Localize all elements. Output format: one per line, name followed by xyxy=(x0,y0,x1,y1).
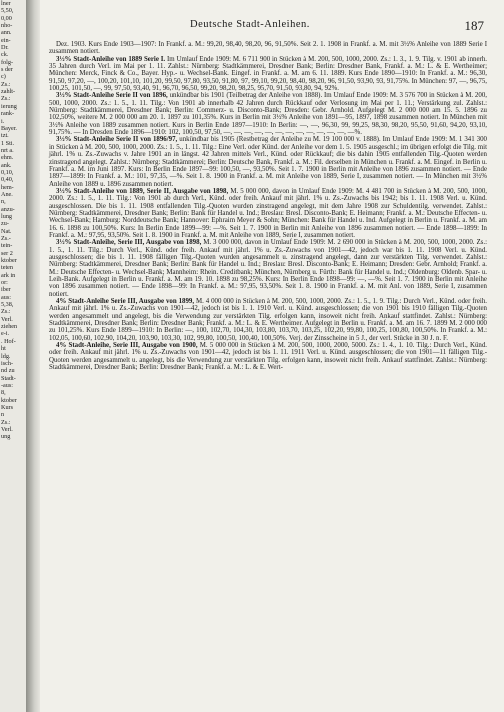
bond-entry-text: M. 5 000 000 in Stücken à M. 200, 500, 1000, 2000, 5000. Zs.: 1. 4., 1. 10. Tilg.: Durch Verl., Künd. oder freih. Ankauf mit jährl. 1% u. Zs.-Zuwachs von 1901—42, jedoch ist bis 1. 11. 1911 Verl. u. Künd. ausgeschlossen; die von 1901—11 fälligen Tilg.-Quoten werden angesammelt u. angelegt, bis die Verwendung zur verstärkten Tilg. erfolgen kann, insoweit nicht freih. Ankauf stattfindet. Zahlst.: Nürnberg: Stadtkämmerei, Dresdner Bank; Berlin: Dresdner Bank; Frankf. a. M.: L. & E. Wert- xyxy=(49,342,488,372)
left-page-fragment: 0,40, xyxy=(1,176,14,184)
left-page-fragment: ehm. xyxy=(1,154,14,162)
bond-entry-heading: 3½% Stadt-Anleihe Serie II von 1896, xyxy=(56,92,168,100)
left-page-fragment: zu- xyxy=(1,220,9,228)
left-page-fragment: i. xyxy=(1,117,5,125)
left-page-fragment: n, xyxy=(1,198,6,206)
bond-entry-text: unkündbar bis 1905 (Restbetrag der Anleihe zu M. 19 100 000 v. 1888). Im Umlauf Ende 1909: M. 1 341 300 in Stücken à M. 200, 500, 1000, 2000. Zs.: 1. 5., 1. 11. Tilg.: Eine Verl. oder Künd. der Anleihe vor dem 1. 5. 1905 ausgeschl.; im übrigen erfolgt die Tilg. mit jährl. 1% u. Zs.-Zuwachs v. Jahre 1901 an in längst. 42 Jahren mittels Verl., Künd. oder Rückkauf; die bis dahin 1905 entfallenden Tilg.-Quoten werden zinstragend angelegt. Zahlst.: Nürnberg: Stadtkämmerei; Berlin: Deutsche Bank, Frankf. a. M.: Fil. derselben in München u. Frankf. a. M. Eingef. in Berlin u. Frankf. a. M. im Juni 1897. Kurs: In Berlin Ende 1897—99: 100,50, —, 93,50%. Seit 1. 7. 1900 in Berlin mit Anleihe von 1896 zusammen notiert. — Ende 1897—1899: In Frankf. a. M.: 101, 97,35, —%. Seit 1. 8. 1900 in Frankf. a. M. mit Anleihe von 1889, Serie I, zusammen notiert. — In München mit 3½% Anleihe von 1889 u. 1896 zusammen notiert. xyxy=(49,136,487,188)
adjacent-page-strip xyxy=(0,0,27,712)
left-page-fragment: ziehen xyxy=(1,323,18,331)
left-page-fragment: ck. xyxy=(1,51,9,59)
left-page-fragment: ank. xyxy=(1,161,12,169)
left-page-fragment: ktober xyxy=(1,396,17,404)
bond-entry-e1898-3 xyxy=(49,239,487,298)
page-body xyxy=(49,41,487,371)
left-page-fragment: . Hof- xyxy=(1,337,16,345)
left-page-fragment: ann. xyxy=(1,29,12,37)
bond-entry-heading: 4% Stadt-Anleihe Serie III, Ausgabe von 1899, xyxy=(56,298,195,306)
bond-entry-e1899-4 xyxy=(49,298,487,342)
left-page-fragment: Kurs xyxy=(1,403,14,411)
left-page-fragment: isch- xyxy=(1,359,14,367)
left-page-fragment: nrt a. xyxy=(1,146,14,154)
left-page-fragment: Zs.- xyxy=(1,235,11,242)
left-page-fragment: aus: xyxy=(1,293,11,301)
left-page-fragment: ein- xyxy=(1,36,11,44)
left-page-fragment: iber xyxy=(1,286,11,294)
left-page-fragment: 8, xyxy=(1,389,6,397)
bond-entry-e1896-97 xyxy=(49,136,487,187)
left-page-fragment: e-i. xyxy=(1,330,10,338)
left-page-fragment: -aus: xyxy=(1,381,14,389)
bond-entry-heading: 3½% Stadt-Anleihe, Serie III, Ausgabe von 1898, xyxy=(56,239,202,247)
left-page-fragment: anzu- xyxy=(1,205,15,213)
left-page-fragment: 0,10, xyxy=(1,168,14,176)
left-page-fragment: tzt. xyxy=(1,132,9,140)
running-title: Deutsche Stadt-Anleihen. xyxy=(190,19,310,30)
left-page-fragment: ser 2 xyxy=(1,249,13,257)
left-page-fragment: nd zu xyxy=(1,367,15,375)
left-page-fragment: Zs.: xyxy=(1,80,11,88)
left-page-fragment: lung xyxy=(1,212,13,220)
left-page-fragment: 5,38, xyxy=(1,301,14,309)
left-page-fragment: ldg. xyxy=(1,352,11,360)
left-page-fragment: nho- xyxy=(1,22,13,30)
left-page-fragment: Zs.: xyxy=(1,308,11,316)
left-page-fragment: hem- xyxy=(1,183,14,191)
left-page-fragment: Dr. xyxy=(1,44,9,52)
bond-entry-text: Im Umlauf Ende 1909: M. 6 711 900 in Stücken à M. 200, 500, 1000, 2000. Zs.: 1. 3., 1. 9. Tilg. v. 1901 ab innerh. 35 Jahren durch Verl. im Mai per 1. 11. Zahlst.: Nürnberg: Stadtkämmerei, Dresdner Bank; Berlin: Dresdner Bank, Frankf. a. M.: L. & E. Wertheimer; München: Merck, Finck & Co., Bayer. Hyp.- u. Wechsel-Bank. Eingef. in Frankf. a. M. am 6. 11. 1889. Kurs Ende 1890—1910: In Frankf. a. M.: 96,30, 91,50, 97,20, —, 100,20, 101,10, 101,20, 99,50, 97,80, 93,50, 91,80, 97, 99,10, 99,20, 98,40, 98,20, 96, 91,50, 93,90, 93, 91,75%. In München: 97, —, 96,75, 100,25, 101,50, —, 99, 97,50, 93,40, 91, 96,70, 96,50, 99,20, 98,20, 98,25, 95,70, 91,50, 93,80, 94, 92%. xyxy=(49,55,488,93)
left-page-fragment: folg- xyxy=(1,58,14,66)
bond-entry-text: M. 4 000 000 in Stücken à M. 200, 500, 1000, 2000. Zs.: 1. 5., 1. 9. Tilg.: Durch Verl., Künd. oder freih. Ankauf mit jährl. 1% u. Zs.-Zuwachs von 1901—42, jedoch ist bis 1. 1. 1910 Verl. u. Künd. ausgeschlossen; die von 1901 bis 1910 fälligen Tilg.-Quoten werden angesammelt und angelegt, bis die Verwendung zur verstärkten Tilg. erfolgen kann, insoweit nicht freih. Ankauf stattfindet. Zahlst.: Nürnberg: Stadtkämmerei, Dresdner Bank; Berlin: Dresdner Bank; Frankf. a. M.: L. & E. Wertheimer. Aufgelegt in Berlin u. Frankf. a. M. am 16. 7. 1899 M. 2 000 000 zu 101,25%. Kurs Ende 1899—1910: In Berlin: —, 100, 102,70, 104,30, 103,80, 103,70, 103,25, 102,20, 99,80, 100,25, 100,80, 100,50%. In Frankf. a. M.: 102,05, 100,60, 102,90, 104,20, 103,90, 103,30, 102, 99,80, 100,50, 100,40, 100,50%. Verj. der Zinsscheine in 5 J., der verl. Stücke in 30 J. n. F. xyxy=(49,298,487,342)
left-page-fragment: ark in xyxy=(1,271,16,279)
bond-entry-text: M. 3 000 000, davon in Umlauf Ende 1909: M. 2 690 000 in Stücken à M. 200, 500, 1000, 2000. Zs.: 1. 5., 1. 11. Tilg.: Durch Verl., Künd. oder freih. Ankauf mit jährl. 1% u. Zs.-Zuwachs von 1901—42, jedoch war bis 1. 11. 1908 Verl. u. Künd. ausgeschlossen; die bis 1. 11. 1908 fälligen Tilg.-Quoten wurden angesammelt u. zinstragend angelegt, dann zur verstärkten Tilg. verwendet. Zahlst.: Nürnberg: Stadtkämmerei, Dresdner Bank; Berlin: Bank für Handel u. Ind.; Breslau: Bresl. Disconto-Bank; E. Heimann; Dresden: Gebr. Arnhold; Frankf. a. M.: Deutsche Effecten- u. Wechsel-Bank; Mannheim: Rhein. Creditbank; München, Nürnberg u. Fürth: Bank für Handel u. Ind.; Oldenburg: Oldenb. Spar- u. Leih-Bank. Aufgelegt in Berlin u. Frankf. a. M. am 19. 10. 1898 zu 98,25%. Kurs: In Berlin Ende 1898—99: —, —%. Seit 1. 7. 1900 in Berlin mit Anleihe von 1896 zusammen notiert. — Ende 1898—99: In Frankf. a. M.: 97,95, 93,50%. Seit 1. 8. 1900 in Frankf. a. M. mit Anl. von 1889, Serie I, zusammen notiert. xyxy=(49,239,487,298)
left-page-fragment: lner xyxy=(1,0,11,7)
left-page-fragment: 0,00 xyxy=(1,14,12,22)
bond-entry-heading: 4% Stadt-Anleihe, Serie III, Ausgabe von 1900, xyxy=(56,342,198,350)
left-page-fragment: Zs.: xyxy=(1,418,11,426)
bond-entry-e1900-4 xyxy=(49,342,487,371)
bond-entry-heading: 3½% Stadt-Anleihe Serie II von 1896/97, xyxy=(56,136,178,144)
page-header xyxy=(40,19,494,33)
left-page-fragment: ktober xyxy=(1,257,17,265)
left-page-fragment: ung xyxy=(1,433,11,441)
left-page-fragment: ierung xyxy=(1,102,17,110)
left-page-fragment: Stadt- xyxy=(1,374,16,382)
bond-entry-text: unkündbar bis 1901 (Teilbetrag der Anleihe von 1888). Im Umlauf Ende 1909: M. 3 576 700 in Stücken à M. 200, 500, 1000, 2000. Zs.: 1. 5., 1. 11. Tilg.: Von 1901 ab innerhalb 42 Jahren durch Rückkauf oder Verlosung im Mai per 1. 11.; Verstärkung zul. Zahlst.: Nürnberg: Stadtkämmerei, Dresdner Bank; Berlin: Commerz- u. Disconto-Bank; Dresden: Gebr. Arnhold. Aufgelegt M. 2 000 000 am 15. 5. 1896 zu 102,50%, weitere M. 2 000 000 am 20. 1. 1897 zu 101,35%. Kurs in Berlin mit 3½% Anleihe von 1891—95, 1897, 1898 zusammen notiert. In München mit 3½% Anleihe von 1889 zusammen notiert. Kurs in Berlin Ende 1897—1910: In Berlin: —, —, 96,30, 99, 99,25, 98,30, 98,20, 95,50, 91,60, 94,20, 93,10, 91,75%. — In Dresden Ende 1896—1910: 102, 100,50, 97,50, —, —, —, —, —, —, —, —, —, —, —, —, —%. xyxy=(49,92,487,137)
bond-entry-heading: 3½% Stadt-Anleihe von 1889 Serie I. xyxy=(56,55,166,63)
left-page-fragment: or: xyxy=(1,279,8,287)
left-page-fragment: Zs.: xyxy=(1,95,11,103)
left-page-fragment: n xyxy=(1,411,5,419)
book-page xyxy=(40,0,504,712)
left-page-fragment: rank- xyxy=(1,110,15,118)
bond-entry-text: Dez. 1903. Kurs Ende 1903—1907: In Frankf. a. M.: 99,20, 98,40, 98,20, 96, 91,50%. Seit 2. 1. 1908 in Frankf. a. M. mit 3½% Anleihe von 1889 Serie I zusammen notiert. xyxy=(49,41,487,56)
bond-entry-e1889-1 xyxy=(49,56,487,93)
left-page-fragment: tein- xyxy=(1,242,13,250)
bond-entry-heading: 3½% Stadt-Anleihe von 1889, Serie II, Ausgabe von 1898, xyxy=(56,187,229,195)
left-page-fragment: s der xyxy=(1,66,13,74)
bond-entry-text: M. 5 000 000, davon in Umlauf Ende 1909: M. 4 481 700 in Stücken à M. 200, 500, 1000, 2000. Zs.: 1. 5., 1. 11. Tilg.: Von 1901 ab durch Verl., Künd. oder freih. Ankauf mit jährl. 1% u. Zs.-Zuwachs bis 1942; bis 1. 11. 1908 Verl. u. Künd. ausgeschlossen. Die bis 1. 11. 1908 entfallenden Tilg.-Quoten wurden zinstragend angelegt, mit dem Jahre 1908 zur Schuldentilg. verwendet. Zahlst.: Nürnberg: Stadtkämmerei, Dresdner Bank; Berlin: Bank für Handel u. Ind.; Breslau: Bresl. Disconto-Bank; E. Heimann; Frankf. a. M.: Deutsche Effecten- u. Wechsel-Bank; Hamburg: Norddeutsche Bank; Hannover: Ephraim Meyer & Sohn; München: Bank für Handel u. Ind. Aufgelegt in Berlin u. Frankf. a. M. am 16. 6. 1898 zu 100,50%. Kurs: In Berlin Ende 1899—99: —%. Seit 1. 7. 1900 in Berlin mit Anleihe von 1896 zusammen notiert. — Ende 1898—1899: In Frankf. a. M.: 97,95, 93,50%. Seit 1. 8. 1900 in Frankf. a. M. mit Anleihe von 1889, Serie I, zusammen notiert. xyxy=(49,187,487,239)
book-gutter xyxy=(26,0,40,712)
left-page-fragment: c) xyxy=(1,73,6,81)
left-page-fragment: teten xyxy=(1,264,14,272)
left-page-fragment: Verl. xyxy=(1,425,13,433)
bond-entry-e1896-2 xyxy=(49,92,487,136)
left-page-fragment: Nat. xyxy=(1,227,12,235)
left-page-fragment: Ane. xyxy=(1,190,13,198)
left-page-fragment: 5,50, xyxy=(1,7,14,15)
left-page-fragment: ht xyxy=(1,345,6,353)
left-page-fragment: 1 Sti. xyxy=(1,139,15,147)
bond-entry-intro xyxy=(49,41,487,56)
left-page-fragment: Bayer. xyxy=(1,124,17,132)
left-page-fragment: zahlt- xyxy=(1,88,16,96)
page-number: 187 xyxy=(464,18,484,33)
left-page-fragment: Verl. xyxy=(1,315,13,323)
bond-entry-e1889-2 xyxy=(49,188,487,239)
